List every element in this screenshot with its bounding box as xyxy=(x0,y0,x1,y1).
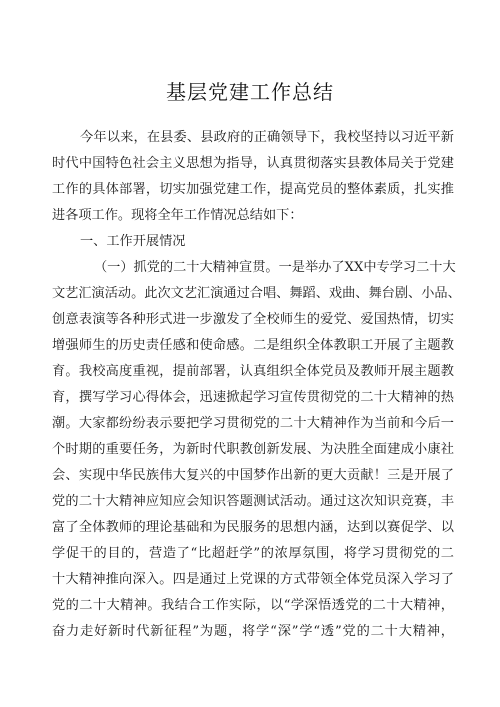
paragraph-line: 增强师生的历史责任感和使命感。二是组织全体教职工开展了主题教 xyxy=(52,338,454,353)
paragraph-line: 今年以来，在县委、县政府的正确领导下，我校坚持以习近平新 xyxy=(80,130,454,145)
paragraph-line: 育，撰写学习心得体会，迅速掀起学习宣传贯彻党的二十大精神的热 xyxy=(52,390,454,405)
paragraph-line: 育。我校高度重视，提前部署，认真组织全体党员及教师开展主题教 xyxy=(52,364,454,379)
document-title: 基层党建工作总结 xyxy=(166,80,334,104)
paragraph-line: 潮。大家都纷纷表示要把学习贯彻党的二十大精神作为当前和今后一 xyxy=(52,416,454,431)
paragraph-line: 个时期的重要任务，为新时代职教创新发展、为决胜全面建成小康社 xyxy=(52,442,454,457)
paragraph-line: 进各项工作。现将全年工作情况总结如下： xyxy=(52,208,303,223)
paragraph-line: 文艺汇演活动。此次文艺汇演通过合唱、舞蹈、戏曲、舞台剧、小品、 xyxy=(52,286,461,301)
paragraph-line: 十大精神推向深入。四是通过上党课的方式带领全体党员深入学习了 xyxy=(52,572,454,587)
paragraph-line: 工作的具体部署，切实加强党建工作，提高党员的整体素质，扎实推 xyxy=(52,182,454,197)
paragraph-line: 时代中国特色社会主义思想为指导，认真贯彻落实县教体局关于党建 xyxy=(52,156,454,171)
paragraph-line: 富了全体教师的理论基础和为民服务的思想内涵，达到以赛促学、以 xyxy=(52,520,454,535)
paragraph-line: 创意表演等各种形式进一步激发了全校师生的爱党、爱国热情，切实 xyxy=(52,312,454,327)
section-heading: 一、工作开展情况 xyxy=(80,234,186,249)
paragraph-line: 奋力走好新时代新征程”为题，将学“深”学“透”党的二十大精神， xyxy=(52,624,454,639)
paragraph-line: 党的二十大精神。我结合工作实际，以“学深悟透党的二十大精神， xyxy=(52,598,454,613)
paragraph-line: 学促干的目的，营造了“比超赶学”的浓厚氛围，将学习贯彻党的二 xyxy=(52,546,454,561)
paragraph-line: 会、实现中华民族伟大复兴的中国梦作出新的更大贡献！三是开展了 xyxy=(52,468,454,483)
paragraph-line: 党的二十大精神应知应会知识答题测试活动。通过这次知识竞赛，丰 xyxy=(52,494,454,509)
paragraph-line: （一）抓党的二十大精神宣贯。一是举办了XX中专学习二十大 xyxy=(94,260,456,275)
